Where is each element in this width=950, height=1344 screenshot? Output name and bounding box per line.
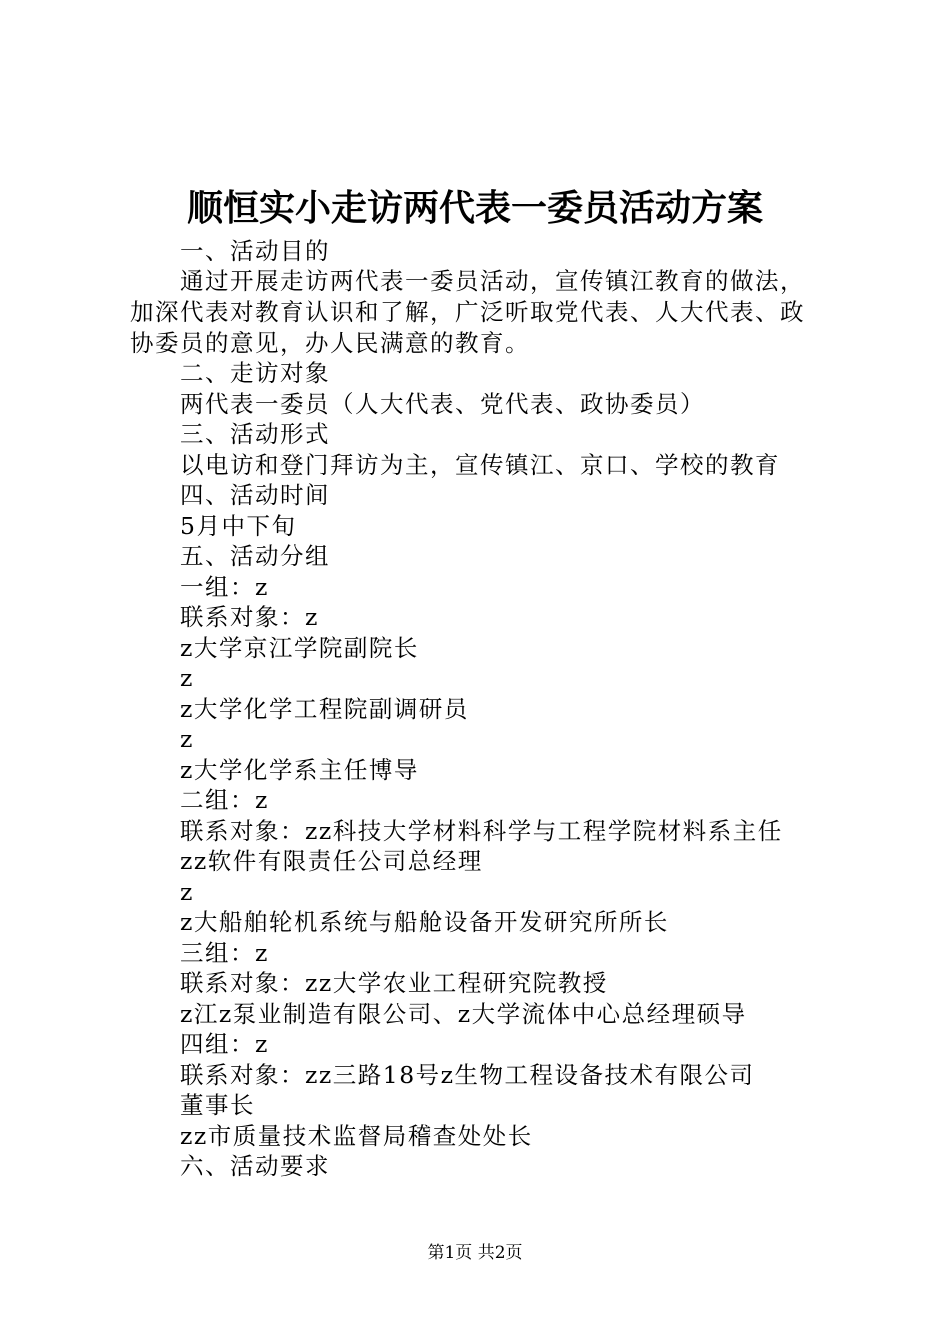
contact-line: zz软件有限责任公司总经理 [180,847,483,875]
paragraph-line: 协委员的意见，办人民满意的教育。 [130,329,530,357]
paragraph-line: 加深代表对教育认识和了解，广泛听取党代表、人大代表、政 [130,298,805,326]
group-heading: 一组：z [180,573,269,601]
document-title: 顺恒实小走访两代表一委员活动方案 [186,188,763,229]
page-indicator: 第1页 共2页 [427,1243,523,1263]
contact-line: 联系对象：z [180,603,319,631]
contact-line: z [180,725,194,753]
contact-line: z大学化学工程院副调研员 [180,695,469,723]
group-heading: 二组：z [180,786,269,814]
contact-line: 联系对象：zz大学农业工程研究院教授 [180,969,608,997]
section-heading-purpose: 一、活动目的 [180,237,330,265]
group-heading: 三组：z [180,939,269,967]
contact-line: 联系对象：zz三路18号z生物工程设备技术有限公司 [180,1061,755,1089]
contact-line: z大学化学系主任博导 [180,756,419,784]
group-heading: 四组：z [180,1030,269,1058]
paragraph-line: 通过开展走访两代表一委员活动，宣传镇江教育的做法， [180,267,805,295]
contact-line: 董事长 [180,1091,255,1119]
contact-line: z [180,664,194,692]
section-heading-requirements: 六、活动要求 [180,1152,330,1180]
paragraph-line: 以电访和登门拜访为主，宣传镇江、京口、学校的教育 [180,451,780,479]
section-heading-groups: 五、活动分组 [180,542,330,570]
contact-line: z大学京江学院副院长 [180,634,419,662]
contact-line: zz市质量技术监督局稽查处处长 [180,1122,533,1150]
contact-line: z江z泵业制造有限公司、z大学流体中心总经理硕导 [180,1000,747,1028]
section-heading-time: 四、活动时间 [180,481,330,509]
contact-line: z [180,878,194,906]
paragraph-line: 5月中下旬 [180,512,297,540]
contact-line: z大船舶轮机系统与船舱设备开发研究所所长 [180,908,669,936]
paragraph-line: 两代表一委员（人大代表、党代表、政协委员） [180,390,705,418]
section-heading-format: 三、活动形式 [180,420,330,448]
section-heading-targets: 二、走访对象 [180,359,330,387]
contact-line: 联系对象：zz科技大学材料科学与工程学院材料系主任 [180,817,783,845]
